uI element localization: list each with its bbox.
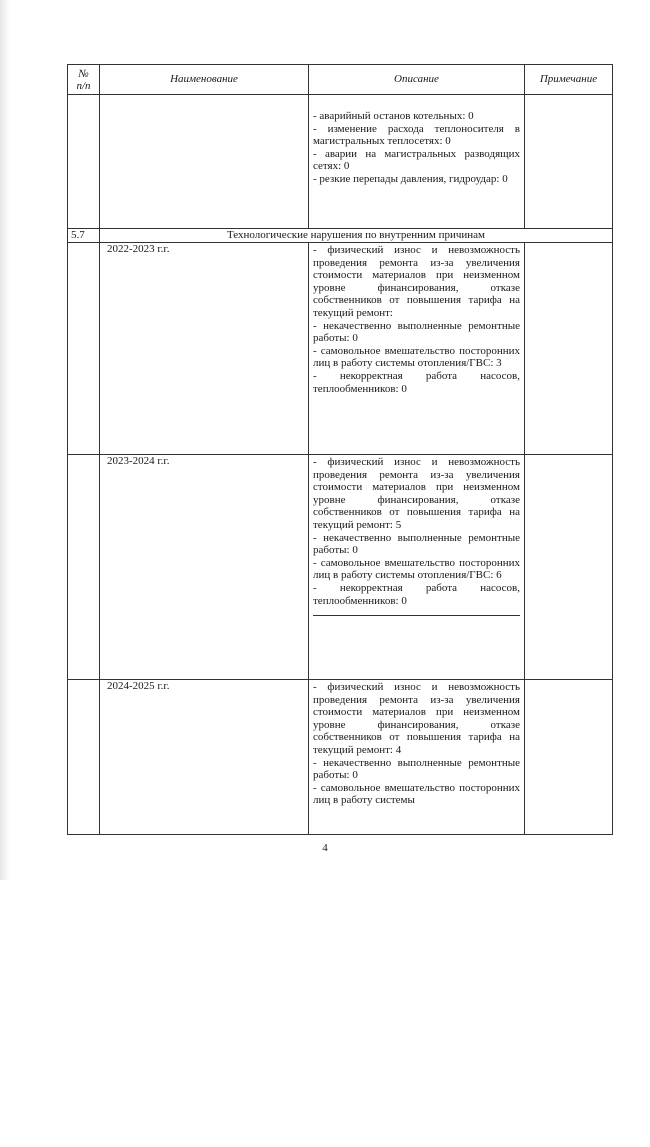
scan-edge-shadow — [0, 0, 10, 880]
header-note: Примечание — [525, 65, 613, 95]
desc-line: - резкие перепады давления, гидроудар: 0 — [313, 172, 508, 185]
page-number: 4 — [322, 842, 328, 854]
desc-line: - изменение расхода теплоносителя в магистральных теплосетях: 0 — [313, 122, 520, 148]
desc-line: - аварийный останов котельных: 0 — [313, 110, 474, 122]
desc-line: - самовольное вмешательство посторонних лиц в работу системы — [313, 781, 520, 807]
cell-desc — [309, 95, 525, 229]
desc-line: - самовольное вмешательство посторонних лиц в работу системы отопления/ГВС: 3 — [313, 344, 520, 370]
cell-num — [68, 455, 100, 680]
desc-line: - физический износ и невозможность проведения ремонта из-за увеличения стоимости материалов при неизменном уровне финансирования, отказе собственников от повышения тарифа на текущий ремонт: 5 — [313, 456, 520, 531]
desc-line: - некачественно выполненные ремонтные работы: 0 — [313, 531, 520, 557]
cell-desc — [309, 243, 525, 455]
cell-note — [525, 243, 613, 455]
desc-line: - физический износ и невозможность проведения ремонта из-за увеличения стоимости материалов при неизменном уровне финансирования, отказе собственников от повышения тарифа на текущий ремонт: — [313, 244, 520, 319]
cell-note — [525, 455, 613, 680]
cell-num — [68, 95, 100, 229]
table-row — [68, 95, 613, 229]
cell-desc — [309, 455, 525, 680]
desc-line: - некорректная работа насосов, теплообменников: 0 — [313, 581, 520, 607]
cell-num — [68, 680, 100, 835]
desc-line: - самовольное вмешательство посторонних лиц в работу системы отопления/ГВС: 6 — [313, 556, 520, 582]
cell-name — [100, 95, 309, 229]
year-label: 2023-2024 г.г. — [100, 455, 309, 680]
section-title: Технологические нарушения по внутренним причинам — [100, 229, 613, 243]
desc-line: - некачественно выполненные ремонтные работы: 0 — [313, 756, 520, 782]
header-desc: Описание — [309, 65, 525, 95]
table-row — [68, 680, 613, 835]
table-row — [68, 243, 613, 455]
cell-num — [68, 243, 100, 455]
year-label: 2024-2025 г.г. — [100, 680, 309, 835]
table-row — [68, 455, 613, 680]
desc-line: - физический износ и невозможность проведения ремонта из-за увеличения стоимости материалов при неизменном уровне финансирования, отказе собственников от повышения тарифа на текущий ремонт: 4 — [313, 681, 520, 756]
cell-note — [525, 680, 613, 835]
desc-line: - некорректная работа насосов, теплообменников: 0 — [313, 369, 520, 395]
header-num: № п/п — [68, 65, 100, 95]
desc-line: - некачественно выполненные ремонтные работы: 0 — [313, 319, 520, 345]
cell-note — [525, 95, 613, 229]
section-num: 5.7 — [68, 229, 100, 243]
report-table — [67, 64, 613, 835]
desc-line: - аварии на магистральных разводящих сетях: 0 — [313, 147, 520, 173]
header-name: Наименование — [100, 65, 309, 95]
underline-rule — [313, 615, 520, 616]
section-row — [68, 229, 613, 243]
table-header-row — [68, 65, 613, 95]
year-label: 2022-2023 г.г. — [100, 243, 309, 455]
cell-desc — [309, 680, 525, 835]
